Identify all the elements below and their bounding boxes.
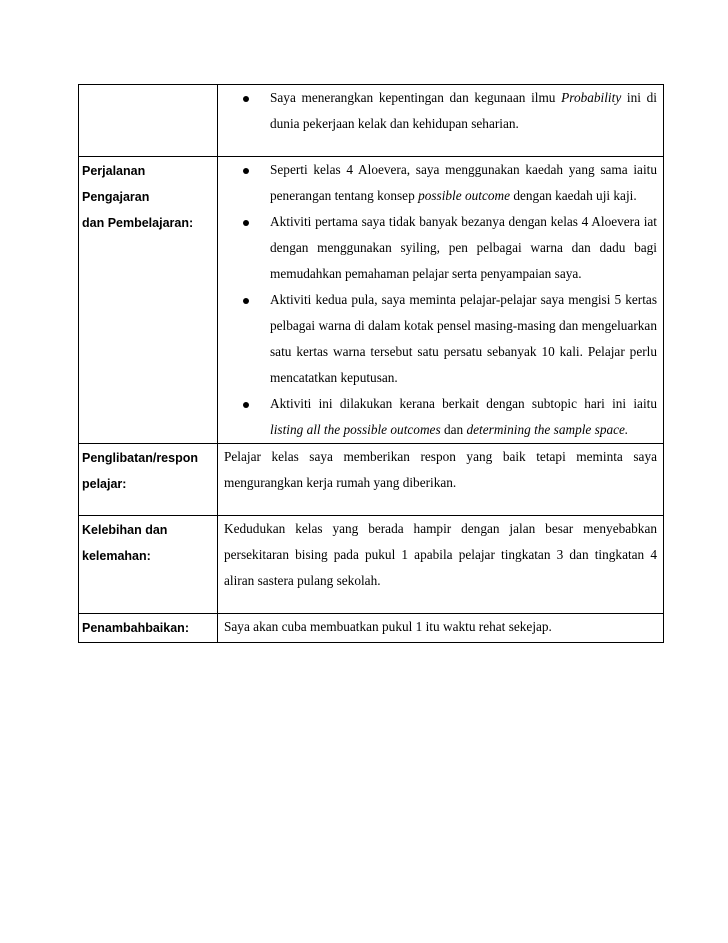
bullet-item: Seperti kelas 4 Aloevera, saya menggunakan kaedah yang sama iaitu penerangan tentang konsep possible outcome dengan kaedah uji kaji. (224, 157, 657, 209)
label-line: dan Pembelajaran: (82, 216, 194, 230)
table-row (79, 157, 664, 444)
row-text: Saya akan cuba membuatkan pukul 1 itu waktu rehat sekejap. (224, 619, 552, 634)
bullet-dot-icon (243, 298, 249, 304)
table-row (79, 516, 664, 614)
table-row (79, 444, 664, 516)
label-line: kelemahan: (82, 549, 151, 563)
bullet-item: Aktiviti ini dilakukan kerana berkait dengan subtopic hari ini iaitu listing all the possible outcomes dan determining the sample space. (224, 391, 657, 443)
row-label (79, 157, 218, 444)
label-line: Penambahbaikan: (82, 621, 189, 635)
row-content (218, 614, 664, 643)
label-line: Pengajaran (82, 190, 150, 204)
italic-term: Probability (561, 90, 622, 105)
row-content (218, 516, 664, 614)
italic-term: listing all the possible outcomes (270, 422, 441, 437)
row-label (79, 516, 218, 614)
bullet-item: Saya menerangkan kepentingan dan kegunaan ilmu Probability ini di dunia pekerjaan kelak dan kehidupan seharian. (224, 85, 657, 137)
table-row (79, 85, 664, 157)
bullet-dot-icon (243, 402, 249, 408)
bullet-item: Aktiviti pertama saya tidak banyak bezanya dengan kelas 4 Aloevera iat dengan menggunakan syiling, pen pelbagai warna dan dadu bagi memudahkan pemahaman pelajar serta penyampaian saya. (224, 209, 657, 287)
bullet-item: Aktiviti kedua pula, saya meminta pelajar-pelajar saya mengisi 5 kertas pelbagai warna di dalam kotak pensel masing-masing dan mengeluarkan satu kertas warna tersebut satu persatu sebanyak 10 kali. Pelajar perlu mencatatkan keputusan. (224, 287, 657, 391)
label-line: Kelebihan dan (82, 523, 168, 537)
bullet-list (224, 157, 657, 443)
row-content (218, 157, 664, 444)
italic-term: possible outcome (418, 188, 511, 203)
bullet-dot-icon (243, 96, 249, 102)
row-label (79, 444, 218, 516)
row-content (218, 444, 664, 516)
row-label (79, 614, 218, 643)
reflection-table (78, 84, 664, 643)
row-text: Pelajar kelas saya memberikan respon yang baik tetapi meminta saya mengurangkan kerja rumah yang diberikan. (224, 449, 657, 490)
row-content (218, 85, 664, 157)
label-line: Perjalanan (82, 164, 146, 178)
table-row (79, 614, 664, 643)
label-line: Penglibatan/respon (82, 451, 198, 465)
bullet-dot-icon (243, 220, 249, 226)
italic-term: determining the sample space. (466, 422, 629, 437)
bullet-list (224, 85, 657, 137)
label-line: pelajar: (82, 477, 127, 491)
bullet-dot-icon (243, 168, 249, 174)
row-text: Kedudukan kelas yang berada hampir dengan jalan besar menyebabkan persekitaran bising pada pukul 1 apabila pelajar tingkatan 3 dan tingkatan 4 aliran sastera pulang sekolah. (224, 521, 657, 588)
row-label-empty (79, 85, 218, 157)
